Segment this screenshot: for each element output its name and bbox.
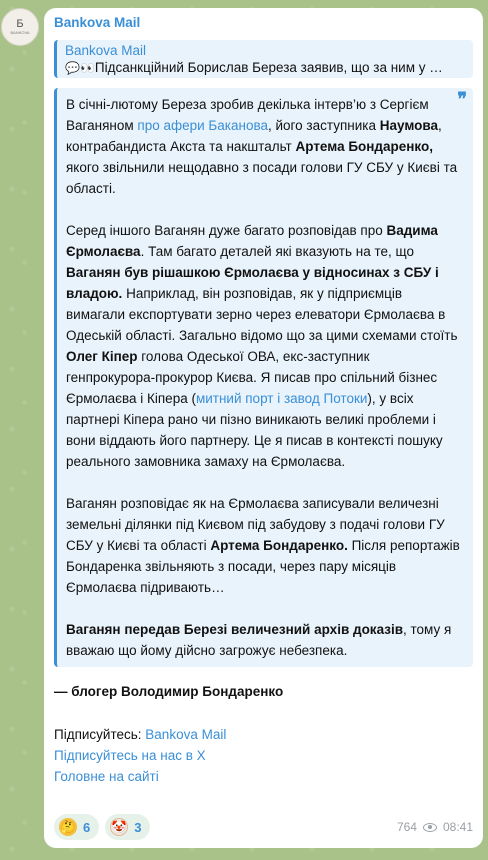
bold-text: Артема Бондаренко, — [295, 139, 433, 154]
reply-preview[interactable] — [54, 40, 473, 78]
link-bankova-mail[interactable]: Bankova Mail — [145, 727, 227, 742]
message-time: 08:41 — [442, 820, 473, 834]
eye-icon — [423, 823, 437, 832]
subscribe-row — [54, 745, 473, 766]
text: голова Одеської ОВА, екс-заступник генпрокурора-прокурор Києва. Я писав про спільний бізнес Єрмолаєва і Кіпера ( — [66, 349, 438, 406]
subscribe-row — [54, 724, 473, 745]
quote-icon: ❞ — [457, 89, 467, 109]
avatar-text: BANKOVA — [10, 30, 30, 35]
link-main-site[interactable]: Головне на сайті — [54, 769, 159, 784]
reply-title: Bankova Mail — [65, 43, 147, 58]
link-subscribe-x[interactable]: Підписуйтесь на нас в Х — [54, 748, 206, 763]
reply-text-line — [65, 59, 465, 77]
text: якого звільнили нещодавно з посади голови ГУ СБУ у Києві та області. — [66, 160, 458, 196]
channel-avatar[interactable] — [1, 8, 39, 46]
message-bubble — [44, 8, 483, 848]
text: , контрабандиста Акста та накштальт — [66, 118, 442, 154]
subscribe-prefix: Підписуйтесь: — [54, 727, 146, 742]
thinking-face-icon: 🤔 — [60, 820, 76, 834]
text: Ваганян розповідає як на Єрмолаєва записували величезні земельні ділянки під Києвом під забудову з подачі голови ГУ СБУ у Києві та області — [66, 496, 445, 553]
link-bakanov-scams[interactable]: про афери Баканова — [137, 118, 268, 133]
reaction-count: 3 — [134, 819, 142, 835]
text: , його заступника — [268, 118, 380, 133]
signature: — блогер Володимир Бондаренко — [54, 684, 284, 699]
text: Після репортажів Бондаренка звільняють з посади, через пару місяців Єрмолаєва підривають… — [66, 538, 460, 595]
bold-text: Ваганян був рішашкою Єрмолаєва у відносинах з СБУ і владою. — [66, 265, 439, 301]
clown-face-icon: 🤡 — [111, 820, 127, 834]
text: , тому я вважаю що йому дійсно загрожує небезпека. — [66, 622, 452, 658]
text: Серед іншого Ваганян дуже багато розповідав про — [66, 223, 387, 238]
bold-text: Ваганян передав Березі величезний архів доказів — [66, 622, 403, 637]
quote-paragraph-3 — [66, 493, 461, 598]
text: В січні-лютому Береза зробив декілька інтерв’ю з Сергієм Ваганяном — [66, 97, 429, 133]
reaction-thinking[interactable] — [54, 814, 99, 840]
text: . Там багато деталей які вказують на те, що — [140, 244, 414, 259]
reply-text: Підсанкційний Борислав Береза заявив, що за ним у … — [94, 60, 443, 75]
quote-paragraph-1 — [66, 94, 461, 199]
subscribe-block — [54, 724, 473, 787]
bold-text: Олег Кіпер — [66, 349, 138, 364]
reaction-clown[interactable] — [105, 814, 150, 840]
quote-paragraph-2 — [66, 220, 461, 472]
speech-eyes-emoji: 💬👀 — [65, 61, 95, 75]
text: Наприклад, він розповідав, як у підприємців вимагали експортувати зерно через елеватори Єрмолаєва в Одеській області. Загально відомо що за цими схемами стоїть — [66, 286, 458, 343]
message-meta — [397, 820, 473, 834]
sender-name[interactable]: Bankova Mail — [54, 15, 141, 30]
message-footer — [54, 814, 473, 840]
bold-text: Вадима Єрмолаєва — [66, 223, 438, 259]
blockquote — [54, 88, 473, 667]
quote-paragraph-4 — [66, 619, 461, 661]
subscribe-row — [54, 766, 473, 787]
text: ), у всіх партнері Кіпера рано чи пізно виникають великі проблеми і вони віддають його партнеру. Це я писав в контексті пошуку реального замовника замаху на Єрмолаєва. — [66, 391, 443, 469]
bold-text: Наумова — [379, 118, 439, 133]
link-customs-port[interactable]: митний порт і завод Потоки — [195, 391, 368, 406]
view-count: 764 — [396, 820, 417, 834]
bold-text: Артема Бондаренко. — [210, 538, 348, 553]
reaction-count: 6 — [83, 819, 91, 835]
avatar-mark: Б — [16, 18, 24, 30]
